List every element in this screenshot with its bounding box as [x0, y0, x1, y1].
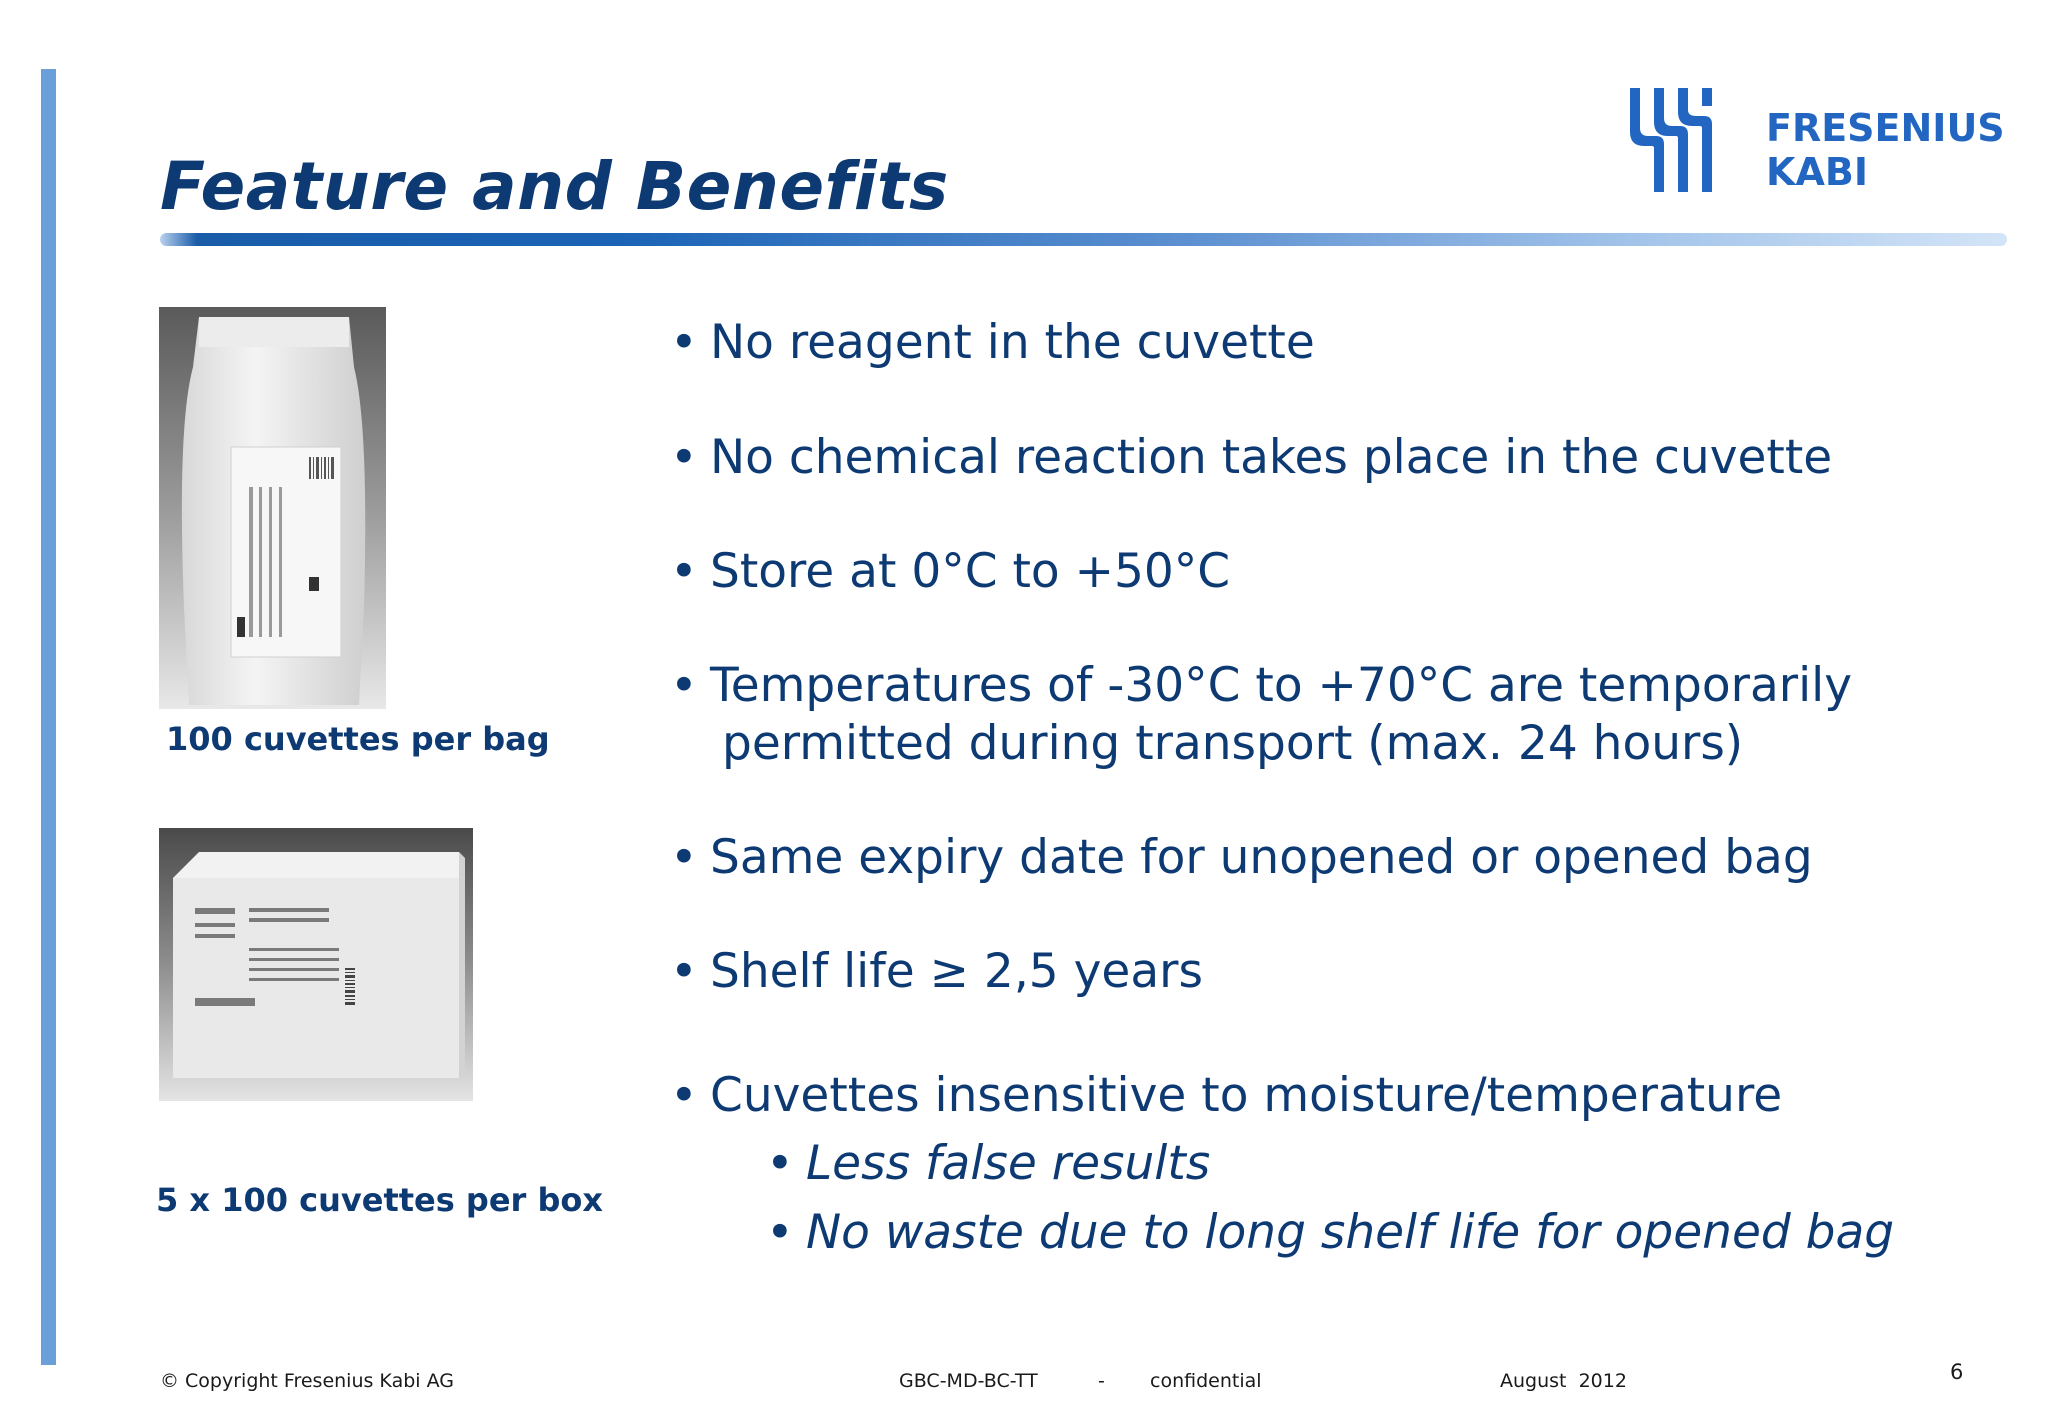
bag-caption: 100 cuvettes per bag — [166, 720, 550, 758]
logo-mark-icon — [1630, 88, 1730, 192]
bullet-text: Cuvettes insensitive to moisture/temperature — [710, 1068, 1783, 1123]
bullet-item: • Temperatures of -30°C to +70°C are temporarily permitted during transport (max. 24 hours) — [670, 658, 1853, 771]
logo-line-1: FRESENIUS — [1766, 106, 2005, 150]
bullet-text: No chemical reaction takes place in the cuvette — [710, 430, 1833, 485]
logo-line-2: KABI — [1766, 150, 1868, 194]
bullet-text: Temperatures of -30°C to +70°C are temporarily — [710, 658, 1853, 713]
bullet-item: • Same expiry date for unopened or opened bag — [670, 830, 1813, 885]
bullet-text: No reagent in the cuvette — [710, 315, 1315, 370]
box-caption: 5 x 100 cuvettes per box — [156, 1181, 603, 1219]
footer-classification: confidential — [1150, 1370, 1262, 1392]
footer-date: August 2012 — [1500, 1370, 1627, 1392]
fresenius-kabi-logo — [1630, 88, 2010, 198]
footer-copyright: © Copyright Fresenius Kabi AG — [160, 1370, 454, 1392]
bullet-item: • Cuvettes insensitive to moisture/temperature — [670, 1068, 1783, 1123]
bullet-continuation: permitted during transport (max. 24 hours) — [722, 716, 1744, 771]
sub-bullet-item: • Less false results — [766, 1136, 1211, 1191]
title-underline — [160, 233, 2007, 246]
cuvette-box-photo — [159, 828, 473, 1101]
bullet-text: Shelf life ≥ 2,5 years — [710, 944, 1203, 999]
footer-separator: - — [1098, 1370, 1105, 1392]
bullet-text: Store at 0°C to +50°C — [710, 544, 1231, 599]
logo-wordmark — [1766, 106, 2005, 194]
bullet-item: • No reagent in the cuvette — [670, 315, 1315, 370]
sub-bullet-text: No waste due to long shelf life for opened bag — [806, 1205, 1895, 1260]
page-number: 6 — [1950, 1360, 1964, 1384]
bullet-item: • No chemical reaction takes place in the cuvette — [670, 430, 1833, 485]
bullet-item: • Store at 0°C to +50°C — [670, 544, 1231, 599]
sub-bullet-item: • No waste due to long shelf life for opened bag — [766, 1205, 1895, 1260]
side-accent-bar — [41, 69, 56, 1365]
footer-doc-code: GBC-MD-BC-TT — [899, 1370, 1038, 1392]
slide-title: Feature and Benefits — [160, 148, 949, 225]
cuvette-bag-photo — [159, 307, 386, 709]
sub-bullet-text: Less false results — [806, 1136, 1211, 1191]
bullet-item: • Shelf life ≥ 2,5 years — [670, 944, 1203, 999]
bullet-text: Same expiry date for unopened or opened bag — [710, 830, 1813, 885]
